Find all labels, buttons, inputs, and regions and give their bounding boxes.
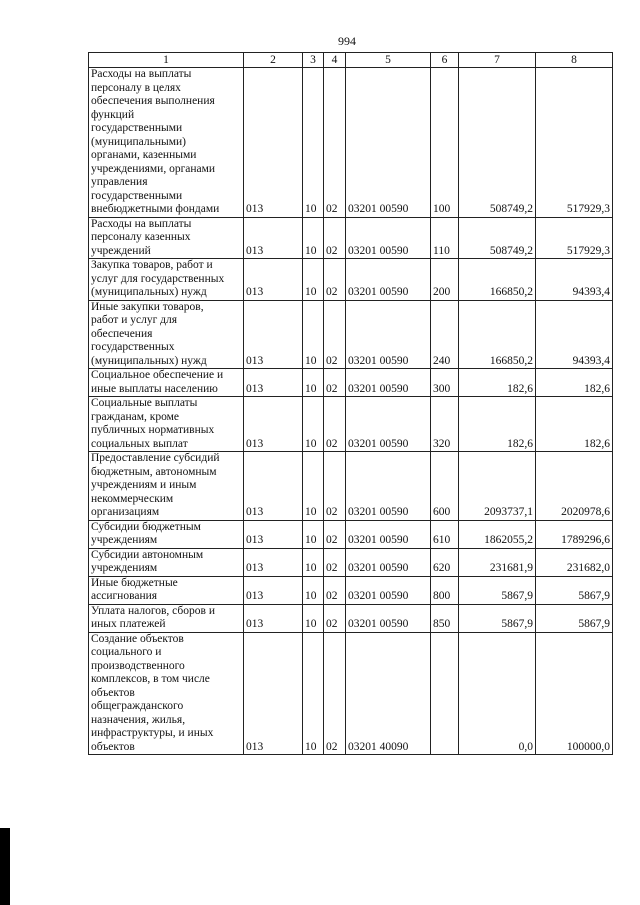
cell-expense-type: 110 xyxy=(431,217,459,259)
cell-ministry: 013 xyxy=(244,300,303,369)
cell-amount-year-2: 5867,9 xyxy=(536,604,613,632)
cell-target-article: 03201 00590 xyxy=(346,576,431,604)
cell-expense-type: 300 xyxy=(431,369,459,397)
header-col-6: 6 xyxy=(431,53,459,68)
table-row xyxy=(89,300,613,369)
scan-edge-mark xyxy=(0,828,10,905)
cell-expense-type: 620 xyxy=(431,548,459,576)
cell-ministry: 013 xyxy=(244,548,303,576)
cell-section: 10 xyxy=(303,300,324,369)
cell-amount-year-2: 5867,9 xyxy=(536,576,613,604)
expense-name-line: государственными xyxy=(91,189,183,202)
cell-expense-type: 850 xyxy=(431,604,459,632)
expense-name-line: Уплата налогов, сборов и xyxy=(91,604,215,617)
cell-section: 10 xyxy=(303,217,324,259)
cell-section: 10 xyxy=(303,520,324,548)
expense-name-line: публичных нормативных xyxy=(91,424,215,436)
table-row xyxy=(89,397,613,452)
cell-amount-year-1: 182,6 xyxy=(459,397,536,452)
expense-name-line: (муниципальных) нужд xyxy=(91,354,207,367)
expense-name-line: комплексов, в том числе xyxy=(91,673,210,685)
cell-amount-year-2: 2020978,6 xyxy=(536,452,613,521)
cell-expense-name xyxy=(89,576,244,604)
cell-expense-name xyxy=(89,397,244,452)
expense-name-line: Социальные выплаты xyxy=(91,397,198,409)
cell-amount-year-1: 508749,2 xyxy=(459,68,536,218)
table-row xyxy=(89,259,613,301)
cell-ministry: 013 xyxy=(244,604,303,632)
cell-ministry: 013 xyxy=(244,68,303,218)
expense-name-line: бюджетным, автономным xyxy=(91,465,217,478)
expense-name-line: назначения, жилья, xyxy=(91,713,186,726)
cell-amount-year-1: 5867,9 xyxy=(459,604,536,632)
expense-name-line: социальных выплат xyxy=(91,437,188,450)
cell-target-article: 03201 00590 xyxy=(346,548,431,576)
cell-expense-name xyxy=(89,259,244,301)
expense-name-line: государственных xyxy=(91,341,175,353)
expense-name-line: объектов xyxy=(91,686,135,699)
cell-ministry: 013 xyxy=(244,632,303,755)
cell-expense-type: 610 xyxy=(431,520,459,548)
cell-subsection: 02 xyxy=(324,604,346,632)
cell-amount-year-2: 231682,0 xyxy=(536,548,613,576)
cell-subsection: 02 xyxy=(324,632,346,755)
cell-amount-year-1: 5867,9 xyxy=(459,576,536,604)
cell-section: 10 xyxy=(303,259,324,301)
expense-name-line: внебюджетными фондами xyxy=(91,203,220,215)
expense-name-line: гражданам, кроме xyxy=(91,410,180,423)
cell-amount-year-1: 2093737,1 xyxy=(459,452,536,521)
cell-amount-year-1: 508749,2 xyxy=(459,217,536,259)
cell-amount-year-2: 517929,3 xyxy=(536,68,613,218)
cell-expense-name xyxy=(89,604,244,632)
cell-subsection: 02 xyxy=(324,520,346,548)
cell-ministry: 013 xyxy=(244,369,303,397)
expense-name-line: социального и xyxy=(91,646,162,658)
header-col-8: 8 xyxy=(536,53,613,68)
cell-target-article: 03201 00590 xyxy=(346,520,431,548)
expense-name-line: Предоставление субсидий xyxy=(91,452,220,464)
expense-name-line: учреждениям xyxy=(91,562,158,574)
expense-name-line: учреждений xyxy=(91,244,151,257)
expense-name-line: Расходы на выплаты xyxy=(91,217,192,230)
cell-amount-year-2: 182,6 xyxy=(536,369,613,397)
cell-section: 10 xyxy=(303,604,324,632)
cell-subsection: 02 xyxy=(324,68,346,218)
table-row xyxy=(89,520,613,548)
expense-name-line: персоналу в целях xyxy=(91,81,181,94)
header-col-5: 5 xyxy=(346,53,431,68)
header-col-7: 7 xyxy=(459,53,536,68)
cell-expense-name xyxy=(89,632,244,755)
cell-subsection: 02 xyxy=(324,217,346,259)
cell-section: 10 xyxy=(303,68,324,218)
table-row xyxy=(89,548,613,576)
cell-subsection: 02 xyxy=(324,397,346,452)
expense-name-line: Иные закупки товаров, xyxy=(91,300,204,313)
cell-amount-year-1: 0,0 xyxy=(459,632,536,755)
expense-name-line: обеспечения xyxy=(91,327,153,340)
page-number: 994 xyxy=(338,34,356,48)
expense-name-line: организациям xyxy=(91,506,160,518)
expense-name-line: государственными xyxy=(91,122,183,134)
cell-expense-name xyxy=(89,452,244,521)
cell-expense-type: 240 xyxy=(431,300,459,369)
expense-name-line: работ и услуг для xyxy=(91,314,178,326)
cell-ministry: 013 xyxy=(244,452,303,521)
header-col-1: 1 xyxy=(89,53,244,68)
cell-subsection: 02 xyxy=(324,548,346,576)
header-col-2: 2 xyxy=(244,53,303,68)
expense-name-line: учреждениями, органами xyxy=(91,162,216,175)
expense-name-line: иных платежей xyxy=(91,618,166,630)
expense-name-line: (муниципальных) нужд xyxy=(91,286,207,298)
header-col-3: 3 xyxy=(303,53,324,68)
cell-ministry: 013 xyxy=(244,259,303,301)
cell-section: 10 xyxy=(303,548,324,576)
expense-name-line: персоналу казенных xyxy=(91,231,191,243)
cell-subsection: 02 xyxy=(324,369,346,397)
budget-table xyxy=(88,52,613,755)
table-row xyxy=(89,452,613,521)
cell-amount-year-1: 166850,2 xyxy=(459,300,536,369)
cell-ministry: 013 xyxy=(244,217,303,259)
cell-amount-year-2: 182,6 xyxy=(536,397,613,452)
expense-name-line: объектов xyxy=(91,740,135,753)
expense-name-line: Субсидии бюджетным xyxy=(91,520,201,533)
cell-amount-year-1: 1862055,2 xyxy=(459,520,536,548)
cell-subsection: 02 xyxy=(324,452,346,521)
cell-target-article: 03201 00590 xyxy=(346,68,431,218)
expense-name-line: производственного xyxy=(91,659,185,672)
expense-name-line: учреждениям и иным xyxy=(91,479,197,491)
cell-expense-type xyxy=(431,632,459,755)
expense-name-line: управления xyxy=(91,176,148,188)
table-row xyxy=(89,632,613,755)
cell-amount-year-1: 182,6 xyxy=(459,369,536,397)
cell-expense-type: 200 xyxy=(431,259,459,301)
cell-expense-name xyxy=(89,548,244,576)
cell-amount-year-1: 231681,9 xyxy=(459,548,536,576)
cell-target-article: 03201 00590 xyxy=(346,300,431,369)
expense-name-line: органами, казенными xyxy=(91,149,197,161)
cell-subsection: 02 xyxy=(324,300,346,369)
cell-amount-year-2: 1789296,6 xyxy=(536,520,613,548)
expense-name-line: Социальное обеспечение и xyxy=(91,369,224,381)
table-row xyxy=(89,604,613,632)
cell-amount-year-2: 517929,3 xyxy=(536,217,613,259)
cell-ministry: 013 xyxy=(244,397,303,452)
cell-expense-name xyxy=(89,369,244,397)
cell-target-article: 03201 00590 xyxy=(346,604,431,632)
cell-amount-year-2: 94393,4 xyxy=(536,300,613,369)
cell-target-article: 03201 40090 xyxy=(346,632,431,755)
cell-target-article: 03201 00590 xyxy=(346,217,431,259)
cell-expense-name xyxy=(89,68,244,218)
expense-name-line: иные выплаты населению xyxy=(91,382,218,395)
expense-name-line: Расходы на выплаты xyxy=(91,68,192,80)
cell-expense-name xyxy=(89,300,244,369)
expense-name-line: общегражданского xyxy=(91,700,184,712)
expense-name-line: учреждениям xyxy=(91,534,158,546)
expense-name-line: (муниципальными) xyxy=(91,135,186,148)
cell-amount-year-2: 94393,4 xyxy=(536,259,613,301)
cell-expense-type: 800 xyxy=(431,576,459,604)
cell-expense-name xyxy=(89,217,244,259)
expense-name-line: Иные бюджетные xyxy=(91,576,178,589)
cell-target-article: 03201 00590 xyxy=(346,397,431,452)
expense-name-line: инфраструктуры, и иных xyxy=(91,727,214,739)
cell-amount-year-2: 100000,0 xyxy=(536,632,613,755)
expense-name-line: Субсидии автономным xyxy=(91,548,204,561)
cell-expense-type: 320 xyxy=(431,397,459,452)
cell-section: 10 xyxy=(303,397,324,452)
table-row xyxy=(89,576,613,604)
cell-target-article: 03201 00590 xyxy=(346,259,431,301)
expense-name-line: услуг для государственных xyxy=(91,272,225,285)
expense-name-line: Закупка товаров, работ и xyxy=(91,259,213,271)
table-row xyxy=(89,369,613,397)
expense-name-line: функций xyxy=(91,108,135,121)
cell-expense-type: 100 xyxy=(431,68,459,218)
header-col-4: 4 xyxy=(324,53,346,68)
table-header-row xyxy=(89,53,613,68)
table-row xyxy=(89,68,613,218)
cell-section: 10 xyxy=(303,576,324,604)
expense-name-line: ассигнования xyxy=(91,590,158,602)
cell-section: 10 xyxy=(303,369,324,397)
expense-name-line: Создание объектов xyxy=(91,632,184,645)
expense-name-line: некоммерческим xyxy=(91,492,174,505)
cell-section: 10 xyxy=(303,452,324,521)
cell-subsection: 02 xyxy=(324,576,346,604)
table-row xyxy=(89,217,613,259)
cell-ministry: 013 xyxy=(244,576,303,604)
cell-expense-name xyxy=(89,520,244,548)
expense-name-line: обеспечения выполнения xyxy=(91,95,215,107)
cell-target-article: 03201 00590 xyxy=(346,452,431,521)
cell-section: 10 xyxy=(303,632,324,755)
cell-amount-year-1: 166850,2 xyxy=(459,259,536,301)
cell-expense-type: 600 xyxy=(431,452,459,521)
cell-ministry: 013 xyxy=(244,520,303,548)
cell-subsection: 02 xyxy=(324,259,346,301)
cell-target-article: 03201 00590 xyxy=(346,369,431,397)
